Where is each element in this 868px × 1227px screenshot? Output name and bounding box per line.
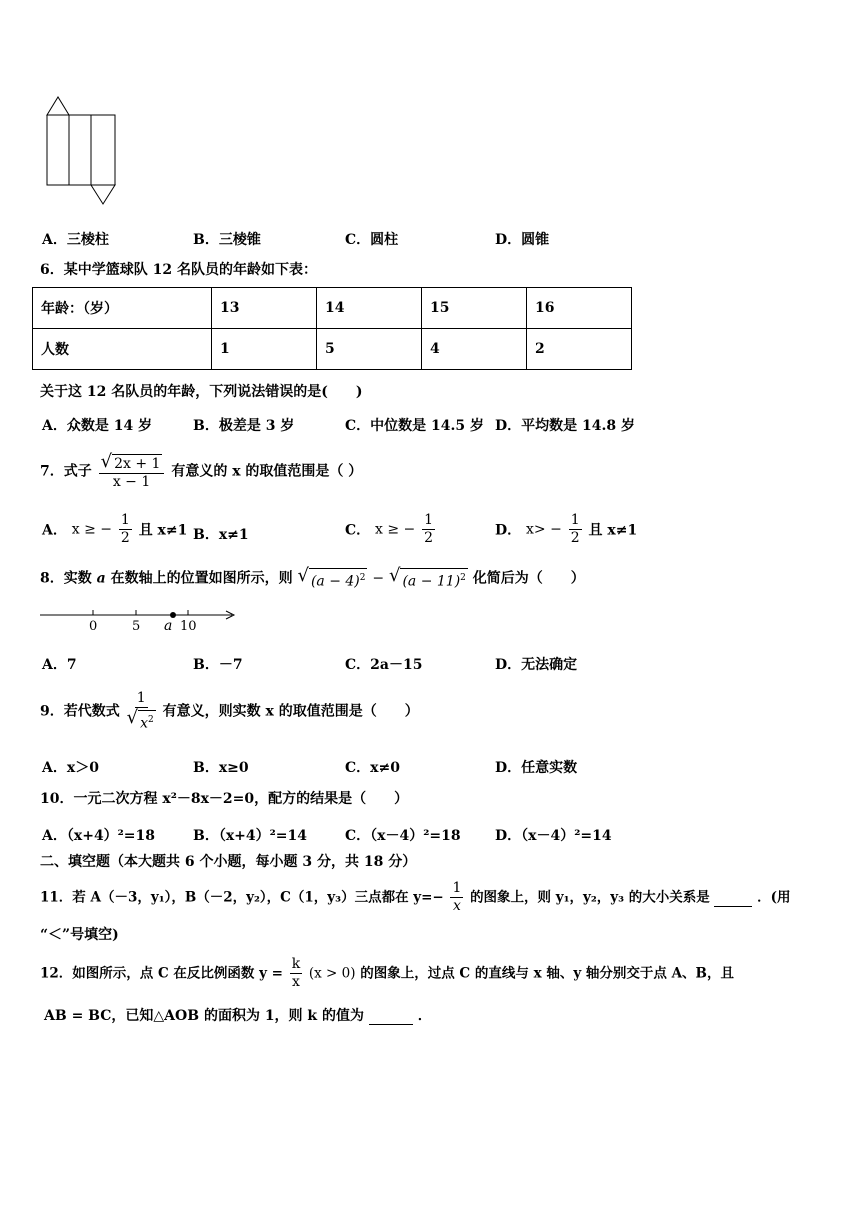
q10-option-a: A．（x+4）²=18 bbox=[42, 828, 156, 844]
q9-option-a: A．x＞0 bbox=[42, 760, 99, 776]
table-row bbox=[33, 329, 632, 370]
three-view-figure bbox=[40, 94, 130, 209]
q12-answer-blank[interactable] bbox=[369, 1006, 413, 1025]
q9-fraction: 1 √ $x^2$ bbox=[126, 690, 154, 732]
q10-stem: 10．一元二次方程 x²－8x－2=0，配方的结果是（ ） bbox=[40, 791, 409, 807]
q8-option-b: B．－7 bbox=[193, 657, 243, 673]
q8-stem: 8．实数 a 在数轴上的位置如图所示，则 √ $(a - 4)^2$ − √ $(a - 11)^2$ 化简后为（ ） bbox=[40, 565, 585, 590]
q7-option-d: D． x> − $\frac{1}{2}$ 且 x≠1 bbox=[495, 512, 638, 546]
table-cell: 1 bbox=[212, 329, 317, 370]
q7-suffix: 有意义的 x 的取值范围是（ ） bbox=[171, 463, 363, 480]
table-cell: 14 bbox=[317, 288, 422, 329]
q9-option-c: C．x≠0 bbox=[345, 760, 400, 776]
q12-line2: AB = BC，已知△AOB 的面积为 1，则 k 的值为 ． bbox=[44, 1008, 432, 1024]
q6-option-c: C．中位数是 14.5 岁 bbox=[345, 418, 484, 434]
table-cell: 5 bbox=[317, 329, 422, 370]
q11-line2: “＜”号填空) bbox=[40, 927, 119, 943]
q8-option-c: C．2a－15 bbox=[345, 657, 423, 673]
q6-option-d: D．平均数是 14.8 岁 bbox=[495, 418, 635, 434]
q5-option-b: B．三棱锥 bbox=[193, 232, 261, 248]
middle-rect bbox=[69, 115, 91, 185]
q7-option-a: A． x ≥ − $\frac{1}{2}$ 且 x≠1 bbox=[42, 512, 188, 546]
bottom-triangle bbox=[91, 185, 115, 204]
table-row bbox=[33, 288, 632, 329]
number-line-figure bbox=[38, 605, 248, 635]
tick-label-10: 10 bbox=[180, 619, 197, 634]
tick-label-a: a bbox=[164, 618, 173, 634]
q8-sqrt-1: √ $(a - 4)^2$ bbox=[297, 565, 366, 590]
q9-option-d: D．任意实数 bbox=[495, 760, 578, 776]
section-heading: 二、填空题（本大题共 6 个小题，每小题 3 分，共 18 分） bbox=[40, 854, 417, 870]
side-rect bbox=[91, 115, 115, 185]
q5-option-c: C．圆柱 bbox=[345, 232, 399, 248]
q7-prefix: 7．式子 bbox=[40, 463, 92, 480]
table-cell: 15 bbox=[422, 288, 527, 329]
q7-stem bbox=[40, 452, 362, 491]
q7-fraction: √ 2x + 1 x − 1 bbox=[99, 452, 165, 491]
q6-option-a: A．众数是 14 岁 bbox=[42, 418, 153, 434]
q8-option-d: D．无法确定 bbox=[495, 657, 578, 673]
q10-option-d: D．（x－4）²=14 bbox=[495, 828, 612, 844]
q6-question: 关于这 12 名队员的年龄，下列说法错误的是( ) bbox=[40, 384, 363, 400]
table-cell: 人数 bbox=[33, 329, 212, 370]
q6-option-b: B．极差是 3 岁 bbox=[193, 418, 295, 434]
q5-option-a: A．三棱柱 bbox=[42, 232, 109, 248]
front-rect bbox=[47, 115, 69, 185]
q8-sqrt-2: √ $(a - 11)^2$ bbox=[388, 565, 466, 590]
q7-sqrt: √ 2x + 1 bbox=[100, 451, 161, 472]
top-triangle bbox=[47, 97, 69, 115]
table-cell: 13 bbox=[212, 288, 317, 329]
age-table bbox=[32, 287, 632, 370]
q12-line1: 12．如图所示，点 C 在反比例函数 y = $\frac{k}{x}$ (x > 0) 的图象上，过点 C 的直线与 x 轴、y 轴分别交于点 A、B，且 bbox=[40, 956, 734, 990]
table-cell: 2 bbox=[527, 329, 632, 370]
q10-option-c: C．（x－4）²=18 bbox=[345, 828, 461, 844]
table-cell: 4 bbox=[422, 329, 527, 370]
q11-line1: 11．若 A（－3，y₁），B（－2，y₂），C（1，y₃）三点都在 y=− $\frac{1}{x}$ 的图象上，则 y₁，y₂，y₃ 的大小关系是 ．(用 bbox=[40, 880, 791, 914]
table-cell: 年龄：（岁） bbox=[33, 288, 212, 329]
q10-option-b: B．（x+4）²=14 bbox=[193, 828, 307, 844]
q9-option-b: B．x≥0 bbox=[193, 760, 249, 776]
tick-label-0: 0 bbox=[89, 619, 98, 634]
q8-option-a: A．7 bbox=[42, 657, 77, 673]
q6-stem: 6．某中学篮球队 12 名队员的年龄如下表： bbox=[40, 262, 317, 278]
tick-label-5: 5 bbox=[132, 619, 141, 634]
q11-answer-blank[interactable] bbox=[714, 888, 752, 907]
q7-option-b: B．x≠1 bbox=[193, 527, 249, 543]
q9-stem: 9．若代数式 1 √ $x^2$ 有意义，则实数 x 的取值范围是（ ） bbox=[40, 690, 419, 732]
q7-option-c: C． x ≥ − $\frac{1}{2}$ bbox=[345, 512, 434, 546]
table-cell: 16 bbox=[527, 288, 632, 329]
q5-option-d: D．圆锥 bbox=[495, 232, 550, 248]
